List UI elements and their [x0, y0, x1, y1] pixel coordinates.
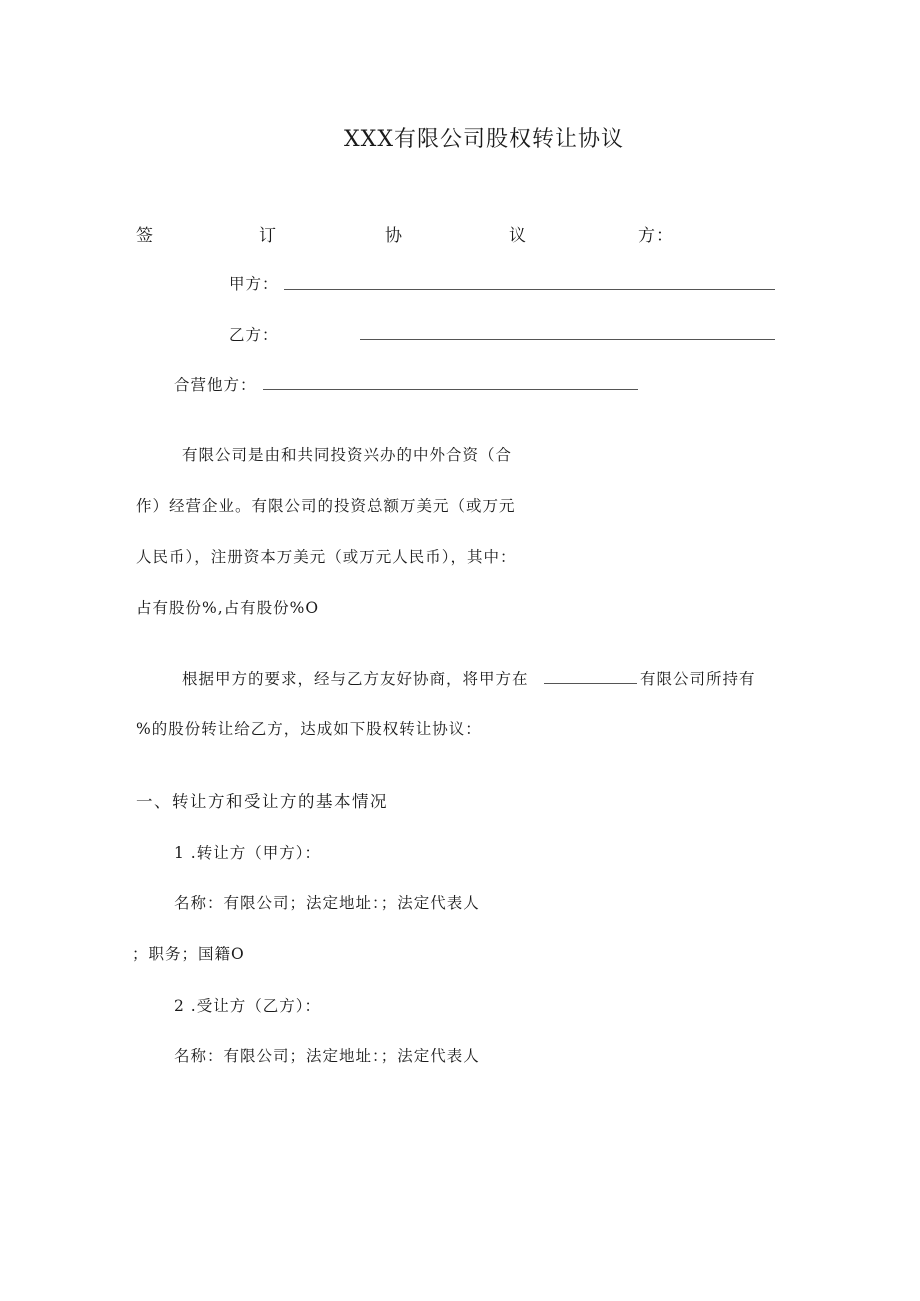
signing-label-char-5: 方： — [638, 226, 674, 246]
party-b-blank-line — [360, 339, 775, 340]
basis-company-blank-line — [544, 683, 637, 684]
basis-line-2: %的股份转让给乙方，达成如下股权转让协议： — [136, 720, 482, 738]
party-a-label: 甲方： — [229, 275, 279, 293]
signing-label-char-2: 订 — [259, 226, 277, 246]
transferee-line-1: 名称：有限公司；法定地址：；法定代表人 — [174, 1047, 480, 1065]
transferor-title: 1 .转让方（甲方）： — [174, 844, 321, 862]
section-1-heading: 一、转让方和受让方的基本情况 — [136, 792, 388, 811]
intro-line-1: 有限公司是由和共同投资兴办的中外合资（合 — [182, 446, 513, 464]
signing-label-char-1: 签 — [136, 226, 154, 246]
transferor-line-2: ；职务；国籍O — [132, 945, 245, 963]
signing-label-char-4: 议 — [509, 226, 527, 246]
document-title: XXX有限公司股权转让协议 — [344, 127, 624, 152]
party-b-label: 乙方： — [229, 326, 279, 344]
intro-line-2: 作）经营企业。有限公司的投资总额万美元（或万元 — [136, 497, 516, 515]
other-party-blank-line — [263, 389, 638, 390]
party-a-blank-line — [284, 289, 775, 290]
signing-label-char-3: 协 — [385, 226, 403, 246]
basis-line-1-start: 根据甲方的要求，经与乙方友好协商，将甲方在 — [182, 670, 529, 688]
other-party-label: 合营他方： — [174, 376, 257, 394]
intro-line-3: 人民币），注册资本万美元（或万元人民币），其中： — [136, 548, 517, 566]
basis-line-1-end: 有限公司所持有 — [640, 670, 756, 688]
transferor-line-1: 名称：有限公司；法定地址：；法定代表人 — [174, 894, 480, 912]
intro-line-4: 占有股份%,占有股份%O — [136, 599, 320, 617]
transferee-title: 2 .受让方（乙方）： — [174, 997, 321, 1015]
